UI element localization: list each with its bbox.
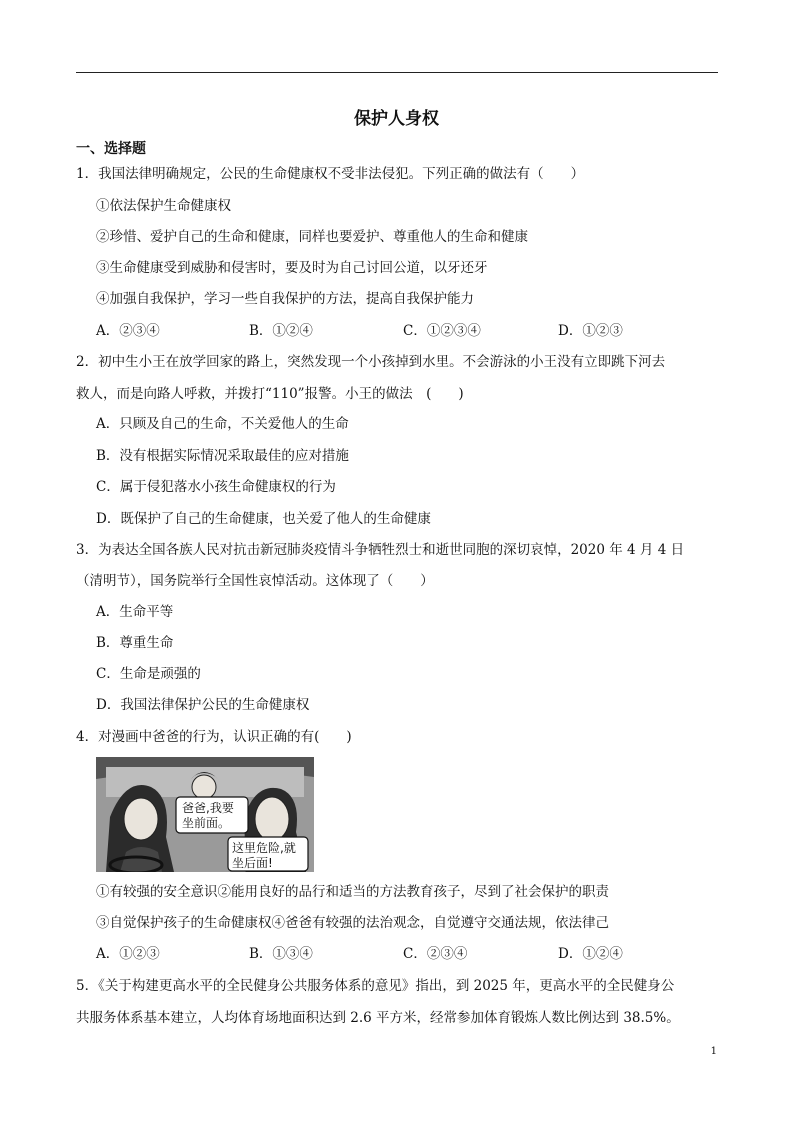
q5-stem-line2: 共服务体系基本建立，人均体育场地面积达到 2.6 平方米，经常参加体育锻炼人数比例达到 38.5%。 xyxy=(76,1010,680,1026)
bubble-child-line2: 坐前面。 xyxy=(182,816,231,830)
q2-stem-line1: 2．初中生小王在放学回家的路上，突然发现一个小孩掉到水里。不会游泳的小王没有立即跳下河去 xyxy=(76,354,666,370)
q2-stem-line2: 救人，而是向路人呼救，并拨打“110”报警。小王的做法 ( ) xyxy=(76,386,464,402)
cartoon-illustration xyxy=(96,757,314,872)
q2-option-c: C．属于侵犯落水小孩生命健康权的行为 xyxy=(96,479,336,495)
q3-option-b: B．尊重生命 xyxy=(96,635,174,651)
bubble-father-line2: 坐后面! xyxy=(232,856,273,870)
q1-stem: 1．我国法律明确规定，公民的生命健康权不受非法侵犯。下列正确的做法有（ ） xyxy=(76,166,585,182)
q2-option-b: B．没有根据实际情况采取最佳的应对措施 xyxy=(96,448,349,464)
q1-option-d: D．①②③ xyxy=(558,323,623,339)
q4-option-a: A．①②③ xyxy=(96,946,160,962)
q1-option-a: A．②③④ xyxy=(96,323,160,339)
q2-option-a: A．只顾及自己的生命，不关爱他人的生命 xyxy=(96,416,349,432)
bubble-father-line1: 这里危险,就 xyxy=(232,841,296,855)
q4-option-c: C．②③④ xyxy=(403,946,468,962)
header-rule xyxy=(76,72,718,73)
q3-stem-line2: （清明节），国务院举行全国性哀悼活动。这体现了（ ） xyxy=(76,573,434,589)
q4-option-d: D．①②④ xyxy=(558,946,623,962)
q1-item-1: ①依法保护生命健康权 xyxy=(96,198,231,214)
bubble-child-line1: 爸爸,我要 xyxy=(182,801,234,815)
q3-option-d: D．我国法律保护公民的生命健康权 xyxy=(96,697,310,713)
page-title: 保护人身权 xyxy=(354,109,439,129)
q1-item-2: ②珍惜、爱护自己的生命和健康，同样也要爱护、尊重他人的生命和健康 xyxy=(96,229,528,245)
q4-option-b: B．①③④ xyxy=(249,946,313,962)
q1-item-4: ④加强自我保护，学习一些自我保护的方法，提高自我保护能力 xyxy=(96,291,474,307)
q1-option-c: C．①②③④ xyxy=(403,323,481,339)
q1-option-b: B．①②④ xyxy=(249,323,313,339)
section-heading: 一、选择题 xyxy=(76,141,146,157)
q5-stem-line1: 5．《关于构建更高水平的全民健身公共服务体系的意见》指出，到 2025 年，更高水平的全民健身公 xyxy=(76,978,675,994)
q4-items-line1: ①有较强的安全意识②能用良好的品行和适当的方法教育孩子，尽到了社会保护的职责 xyxy=(96,884,609,900)
q3-stem-line1: 3．为表达全国各族人民对抗击新冠肺炎疫情斗争牺牲烈士和逝世同胞的深切哀悼，2020 年 4 月 4 日 xyxy=(76,542,685,558)
q4-items-line2: ③自觉保护孩子的生命健康权④爸爸有较强的法治观念，自觉遵守交通法规，依法律己 xyxy=(96,915,609,931)
page-number: 1 xyxy=(710,1046,717,1057)
q3-option-c: C．生命是顽强的 xyxy=(96,666,201,682)
q4-stem: 4．对漫画中爸爸的行为，认识正确的有( ) xyxy=(76,729,352,745)
q1-item-3: ③生命健康受到威胁和侵害时，要及时为自己讨回公道，以牙还牙 xyxy=(96,260,488,276)
q2-option-d: D．既保护了自己的生命健康，也关爱了他人的生命健康 xyxy=(96,511,431,527)
q3-option-a: A．生命平等 xyxy=(96,604,174,620)
